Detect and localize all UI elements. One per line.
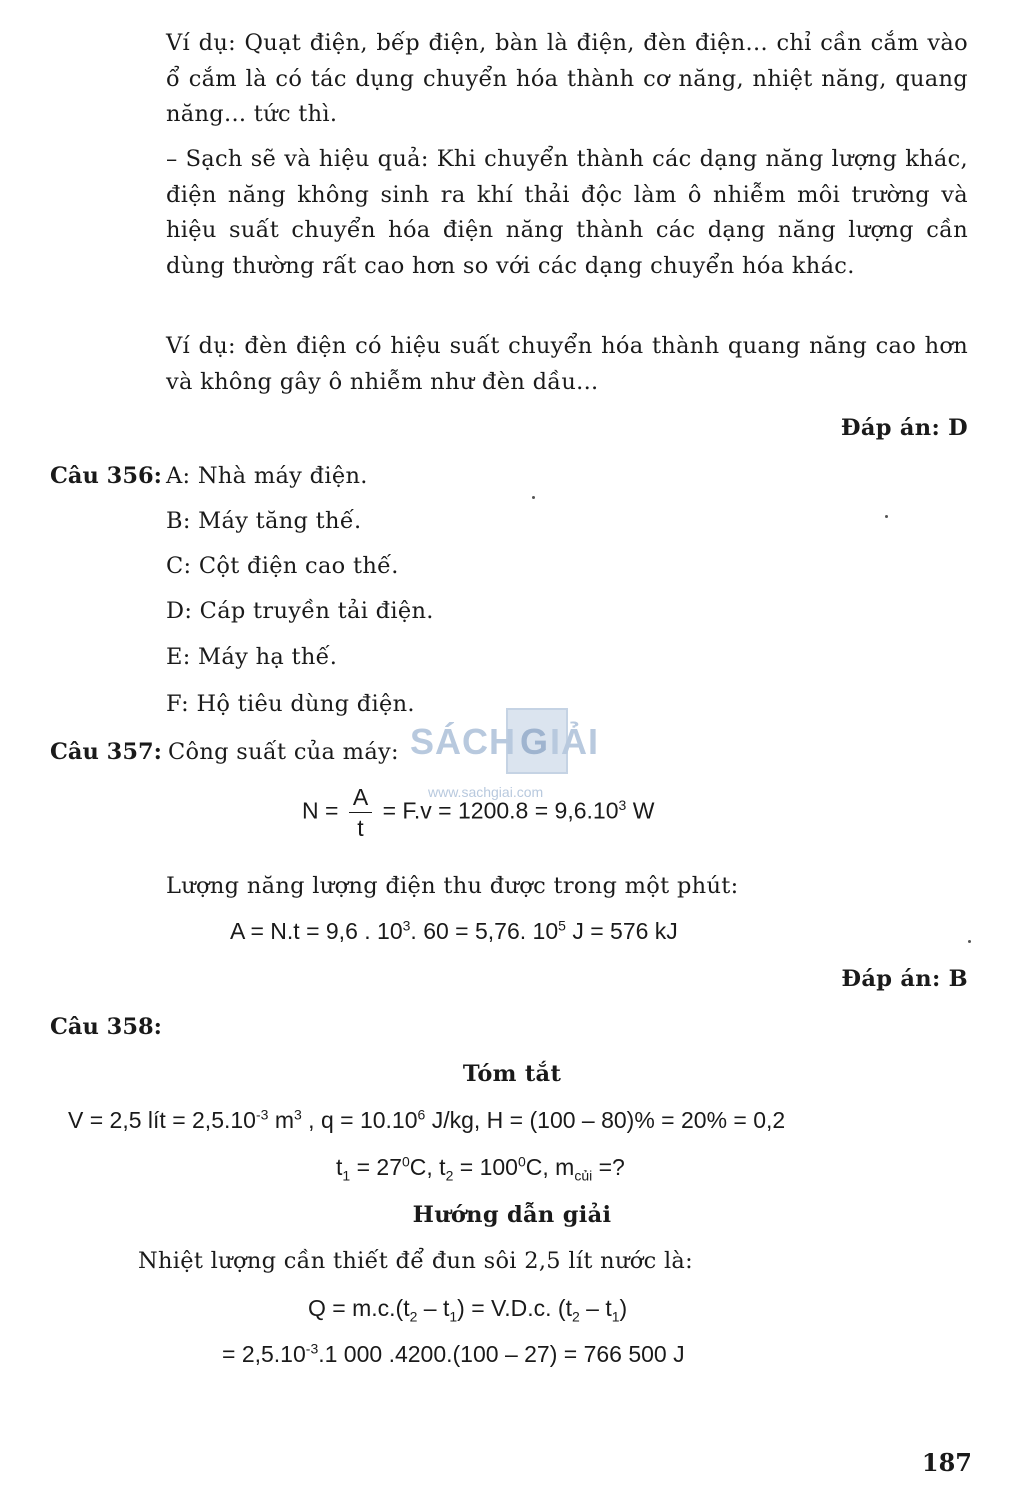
q358-heat-text: Nhiệt lượng cần thiết để đun sôi 2,5 lít nước là: — [138, 1248, 694, 1274]
q358-formula-heat — [308, 1293, 627, 1323]
f3-a: Q = m.c.(t — [308, 1295, 410, 1321]
f3-b: – t — [423, 1295, 450, 1321]
q357-energy-text: Lượng năng lượng điện thu được trong một phút: — [166, 873, 739, 899]
f2-exp-1: 3 — [402, 917, 411, 934]
q356-option-f: F: Hộ tiêu dùng điện. — [166, 691, 415, 717]
f1-lhs: N = — [302, 797, 339, 824]
s2-a: t — [336, 1154, 343, 1180]
q356-option-b: B: Máy tăng thế. — [166, 508, 362, 534]
f3-sub-1: 2 — [409, 1308, 418, 1325]
s1-a: V = 2,5 lít = 2,5.10 — [68, 1107, 256, 1133]
watermark-brand-right: IẢI — [550, 721, 600, 762]
scan-speck — [968, 940, 971, 943]
f2-part-b: . 60 = 5,76. 10 — [410, 918, 559, 944]
s2-sub-2: 2 — [445, 1167, 454, 1184]
f2-exp-2: 5 — [558, 917, 566, 934]
f3-sub-3: 2 — [571, 1308, 580, 1325]
s2-c: C, t — [409, 1154, 446, 1180]
q356-option-e: E: Máy hạ thế. — [166, 644, 338, 670]
s1-c: , q = 10.10 — [308, 1107, 418, 1133]
s2-sub-1: 1 — [342, 1167, 351, 1184]
scan-speck — [885, 515, 888, 518]
intro-paragraph-1: Ví dụ: Quạt điện, bếp điện, bàn là điện, đèn điện... chỉ cần cắm vào ổ cắm là có tác dụng chuyển hóa thành cơ năng, nhiệt năng, quang năng... tức thì. — [166, 30, 968, 127]
watermark-brand-mid: G — [520, 721, 550, 762]
s1-exp-2: 3 — [293, 1106, 302, 1123]
q356-option-a: A: Nhà máy điện. — [166, 463, 368, 489]
intro-paragraph-2: – Sạch sẽ và hiệu quả: Khi chuyển thành các dạng năng lượng khác, điện năng không sinh ra khí thải độc làm ô nhiễm môi trường và hiệu suất chuyển hóa điện năng thành các dạng năng lượng cần dùng thường rất cao hơn so với các dạng chuyển hóa khác. — [166, 146, 968, 279]
answer-b: Đáp án: B — [841, 966, 968, 992]
s2-d: = 100 — [459, 1154, 518, 1180]
question-358-label: Câu 358: — [50, 1014, 162, 1040]
f1-unit: W — [632, 797, 655, 824]
f4-b: .1 000 .4200.(100 – 27) = 766 500 J — [318, 1341, 685, 1367]
s1-b: m — [274, 1107, 294, 1133]
s2-f: =? — [598, 1154, 625, 1180]
q358-formula-result — [222, 1339, 685, 1369]
q356-option-d: D: Cáp truyền tải điện. — [166, 598, 434, 624]
q357-formula-energy — [230, 916, 678, 946]
q356-option-c: C: Cột điện cao thế. — [166, 553, 399, 579]
f3-d: – t — [586, 1295, 612, 1321]
guide-heading: Hướng dẫn giải — [412, 1202, 612, 1228]
scan-speck — [532, 496, 535, 499]
s2-exp-1: 0 — [401, 1153, 410, 1170]
s1-exp-3: 6 — [417, 1106, 426, 1123]
page-number: 187 — [921, 1448, 972, 1477]
s2-exp-2: 0 — [517, 1153, 526, 1170]
q357-formula-power — [302, 782, 654, 843]
summary-line-1 — [68, 1105, 785, 1135]
fraction-numerator: A — [349, 782, 372, 813]
fraction-denominator: t — [357, 815, 364, 841]
f3-c: ) = V.D.c. (t — [457, 1295, 572, 1321]
fraction-a-over-t — [349, 782, 372, 843]
s1-exp-1: -3 — [255, 1106, 269, 1123]
intro-paragraph-3: Ví dụ: đèn điện có hiệu suất chuyển hóa thành quang năng cao hơn và không gây ô nhiễm như đèn dầu... — [166, 333, 968, 395]
f2-part-a: A = N.t = 9,6 . 10 — [230, 918, 403, 944]
f1-exponent: 3 — [618, 796, 627, 813]
summary-heading: Tóm tắt — [462, 1061, 562, 1087]
watermark-url: www.sachgiai.com — [428, 784, 544, 800]
question-357-label: Câu 357: — [50, 739, 162, 765]
f3-sub-2: 1 — [449, 1308, 458, 1325]
watermark-brand-left: SÁCH — [410, 721, 517, 762]
f3-sub-4: 1 — [611, 1308, 620, 1325]
f1-rhs: = F.v = 1200.8 = 9,6.10 — [382, 797, 619, 824]
summary-line-2 — [336, 1152, 625, 1182]
f2-part-c: J = 576 kJ — [572, 918, 678, 944]
f3-e: ) — [619, 1295, 628, 1321]
question-356-label: Câu 356: — [50, 463, 162, 489]
answer-d: Đáp án: D — [840, 415, 968, 441]
s2-b: = 27 — [356, 1154, 402, 1180]
s1-d: J/kg, H = (100 – 80)% = 20% = 0,2 — [431, 1107, 786, 1133]
s2-e: C, m — [525, 1154, 575, 1180]
f4-a: = 2,5.10 — [222, 1341, 306, 1367]
s2-sub-3: củi — [574, 1167, 593, 1184]
f4-exp: -3 — [305, 1340, 319, 1357]
q357-intro: Công suất của máy: — [168, 739, 399, 765]
